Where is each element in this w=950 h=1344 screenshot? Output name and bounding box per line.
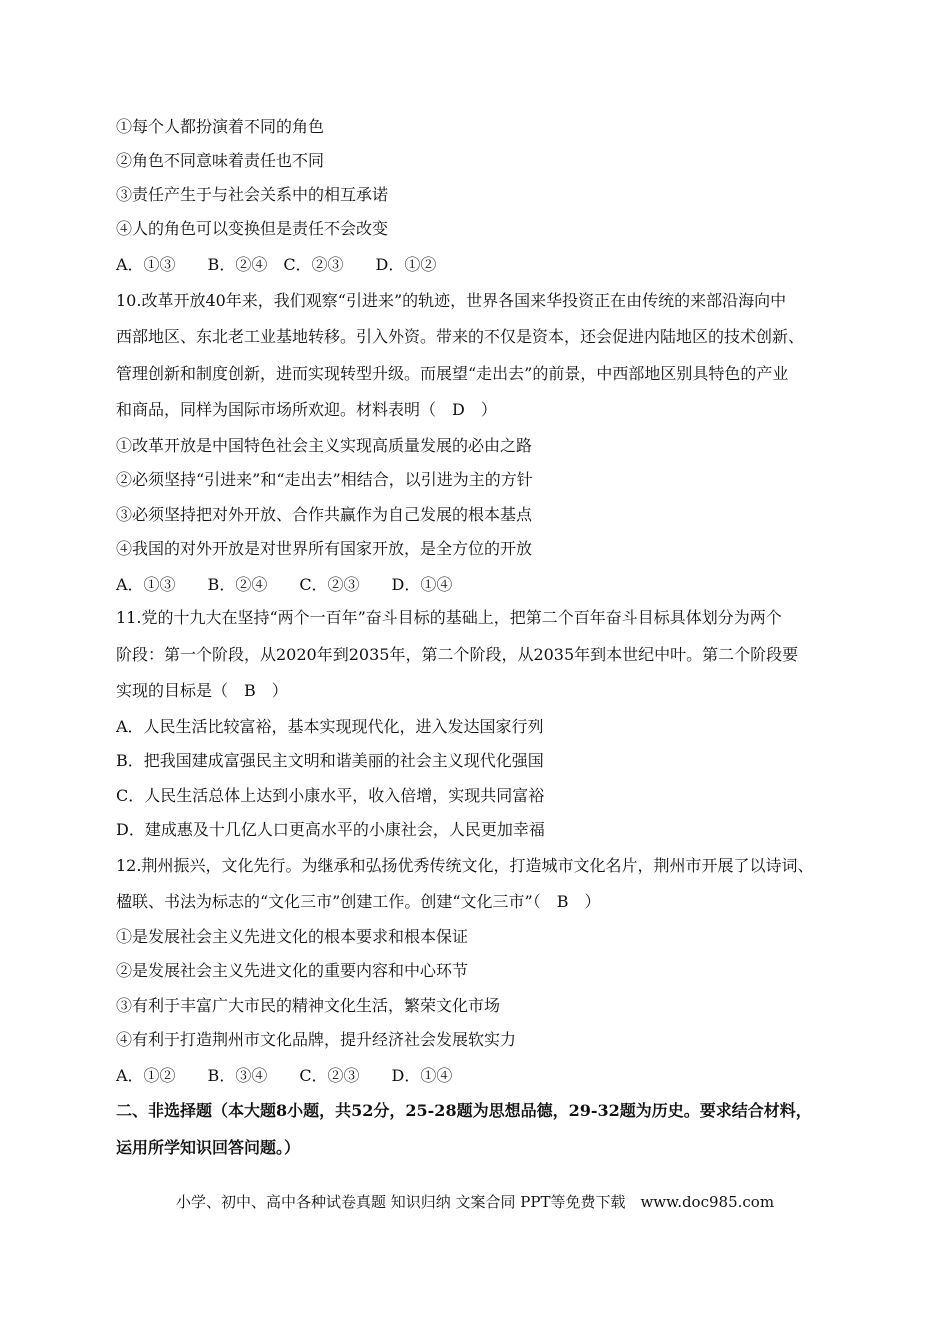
text-line: ③必须坚持把对外开放、合作共赢作为自己发展的根本基点 <box>116 505 533 524</box>
answer-options: A．①③ B．②④ C．②③ D．①② <box>116 255 437 274</box>
text-line: D．建成惠及十几亿人口更高水平的小康社会，人民更加幸福 <box>116 820 545 839</box>
question-11-line: 11.党的十九大在坚持“两个一百年”奋斗目标的基础上，把第二个百年奋斗目标具体划分为两个 <box>116 608 782 627</box>
text-line: A．人民生活比较富裕，基本实现现代化，进入发达国家行列 <box>116 717 544 736</box>
answer-options: A．①② B．③④ C．②③ D．①④ <box>116 1066 453 1085</box>
text-line: ③责任产生于与社会关系中的相互承诺 <box>116 185 389 204</box>
text-line: B．把我国建成富强民主文明和谐美丽的社会主义现代化强国 <box>116 751 544 770</box>
answer-options: A．①③ B．②④ C．②③ D．①④ <box>116 575 453 594</box>
section-heading: 二、非选择题（本大题8小题，共52分，25-28题为思想品德，29-32题为历史。要求结合材料， <box>116 1101 812 1120</box>
question-10-line: 管理创新和制度创新，进而实现转型升级。而展望“走出去”的前景，中西部地区别具特色的产业 <box>116 364 789 383</box>
text-line: ②是发展社会主义先进文化的重要内容和中心环节 <box>116 961 469 980</box>
page-footer: 小学、初中、高中各种试卷真题 知识归纳 文案合同 PPT等免费下载 www.doc985.com <box>175 1193 775 1211</box>
text-line: ③有利于丰富广大市民的精神文化生活，繁荣文化市场 <box>116 996 501 1015</box>
text-line: ②角色不同意味着责任也不同 <box>116 151 325 170</box>
text-line: ④人的角色可以变换但是责任不会改变 <box>116 219 389 238</box>
question-10-line: 西部地区、东北老工业基地转移。引入外资。带来的不仅是资本，还会促进内陆地区的技术创新、 <box>116 327 805 346</box>
text-line: C．人民生活总体上达到小康水平，收入倍增，实现共同富裕 <box>116 786 545 805</box>
text-line: ④有利于打造荆州市文化品牌，提升经济社会发展软实力 <box>116 1030 517 1049</box>
question-12-line: 12.荆州振兴，文化先行。为继承和弘扬优秀传统文化，打造城市文化名片，荆州市开展了以诗词、 <box>116 856 814 875</box>
section-heading: 运用所学知识回答问题。） <box>116 1138 301 1157</box>
text-line: ④我国的对外开放是对世界所有国家开放，是全方位的开放 <box>116 539 533 558</box>
text-line: ①是发展社会主义先进文化的根本要求和根本保证 <box>116 927 469 946</box>
question-10-line: 和商品，同样为国际市场所欢迎。材料表明（ D ） <box>116 400 497 419</box>
question-10-line: 10.改革开放40年来，我们观察“引进来”的轨迹，世界各国来华投资正在由传统的来部沿海向中 <box>116 291 787 310</box>
text-line: ①每个人都扮演着不同的角色 <box>116 117 325 136</box>
question-11-line: 实现的目标是（ B ） <box>116 681 288 700</box>
question-12-line: 楹联、书法为标志的“文化三市”创建工作。创建“文化三市”（ B ） <box>116 892 601 911</box>
text-line: ②必须坚持“引进来”和“走出去”相结合，以引进为主的方针 <box>116 470 533 489</box>
question-11-line: 阶段：第一个阶段，从2020年到2035年，第二个阶段，从2035年到本世纪中叶。第二个阶段要 <box>116 645 799 664</box>
text-line: ①改革开放是中国特色社会主义实现高质量发展的必由之路 <box>116 436 533 455</box>
